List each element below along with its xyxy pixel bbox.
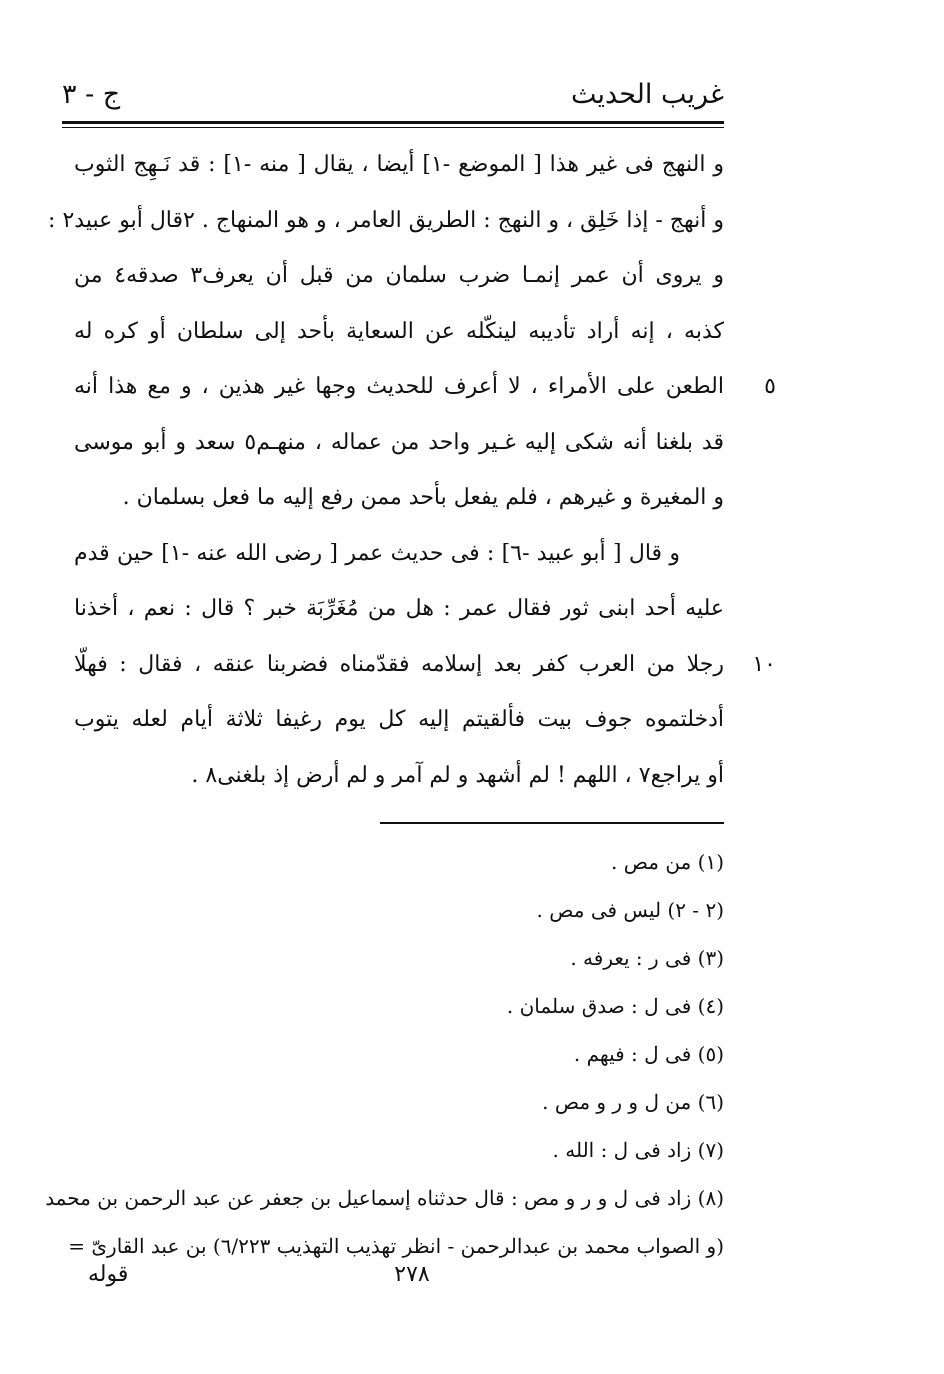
text-line-content: عليه أحد ابنى ثور فقال عمر : هل من مُغَرِّبَة خبر ؟ قال : نعم ، أخذنا [74, 596, 724, 621]
text-line-content: و يروى أن عمر إنمـا ضرب سلمان من قبل أن يعرف٣ صدقه٤ من [74, 263, 724, 288]
footnote: (٢ - ٢) ليس فى مص . [536, 898, 724, 922]
text-line [74, 692, 724, 748]
text-line [74, 359, 776, 415]
footnote: (٥) فى ل : فيهم . [573, 1042, 724, 1066]
text-line [48, 193, 724, 249]
footnote: (٨) زاد فى ل و ر و مص : قال حدثناه إسماعيل بن جعفر عن عبد الرحمن بن محمد [45, 1186, 724, 1210]
text-line [74, 748, 724, 804]
text-line-content: و النهج فى غير هذا [ الموضع -١] أيضا ، يقال [ منه -١] : قد نَـهِج الثوب [74, 152, 724, 177]
text-line-content: و المغيرة و غيرهم ، فلم يفعل بأحد ممن رفع إليه ما فعل بسلمان . [122, 485, 724, 510]
line-number: ١٠ [752, 651, 776, 677]
text-line [74, 637, 776, 693]
running-header [62, 72, 724, 116]
footnote: (٦) من ل و ر و مص . [542, 1090, 724, 1114]
text-line-content: كذبه ، إنه أراد تأديبه لينكّله عن السعاية بأحد إلى سلطان أو كره له [74, 318, 724, 344]
book-title: غريب الحديث [571, 78, 724, 110]
footnotes [45, 838, 724, 1270]
line-number: ٥ [764, 374, 776, 399]
text-line [74, 415, 724, 471]
footnote: (٧) زاد فى ل : الله . [552, 1138, 724, 1162]
volume-label: ج - ٣ [62, 78, 121, 110]
text-line [74, 137, 724, 193]
main-text [48, 137, 776, 803]
text-line [74, 248, 724, 304]
page-footer [62, 1262, 724, 1302]
text-line-content: الطعن على الأمراء ، لا أعرف للحديث وجها غير هذين ، و مع هذا أنه [74, 374, 724, 399]
text-line-content: رجلا من العرب كفر بعد إسلامه فقدّمناه فضربنا عنقه ، فقال : فهلّا [74, 651, 724, 677]
footnote: (٣) فى ر : يعرفه . [570, 946, 724, 970]
header-rule-thin [62, 127, 724, 128]
text-line [74, 470, 724, 526]
footnote: (١) من مص . [611, 850, 724, 874]
text-line-content: و أنهج - إذا خَلِق ، و النهج : الطريق العامر ، و هو المنهاج . ٢قال أبو عبيد٢ : [48, 207, 724, 233]
text-line-content: قد بلغنا أنه شكى إليه غـير واحد من عماله ، منهـم٥ سعد و أبو موسى [74, 429, 724, 455]
page-number: ٢٧٨ [394, 1262, 430, 1287]
catchword: قوله [88, 1262, 129, 1287]
header-rule [62, 121, 724, 124]
text-line [74, 581, 724, 637]
footnote: (٤) فى ل : صدق سلمان . [506, 994, 724, 1018]
text-line-content: أدخلتموه جوف بيت فألقيتم إليه كل يوم رغيفا ثلاثة أيام لعله يتوب [74, 707, 724, 732]
footnote-separator [380, 822, 724, 824]
text-line-content: و قال [ أبو عبيد -٦] : فى حديث عمر [ رضى الله عنه -١] حين قدم [74, 540, 680, 566]
text-line [74, 304, 724, 360]
text-line [74, 526, 724, 582]
text-line-content: أو يراجع٧ ، اللهم ! لم أشهد و لم آمر و لم أرض إذ بلغنى٨ . [191, 762, 724, 788]
footnote: (و الصواب محمد بن عبدالرحمن - انظر تهذيب التهذيب ٦/٢٢٣) بن عبد القارىّ = [68, 1234, 724, 1258]
